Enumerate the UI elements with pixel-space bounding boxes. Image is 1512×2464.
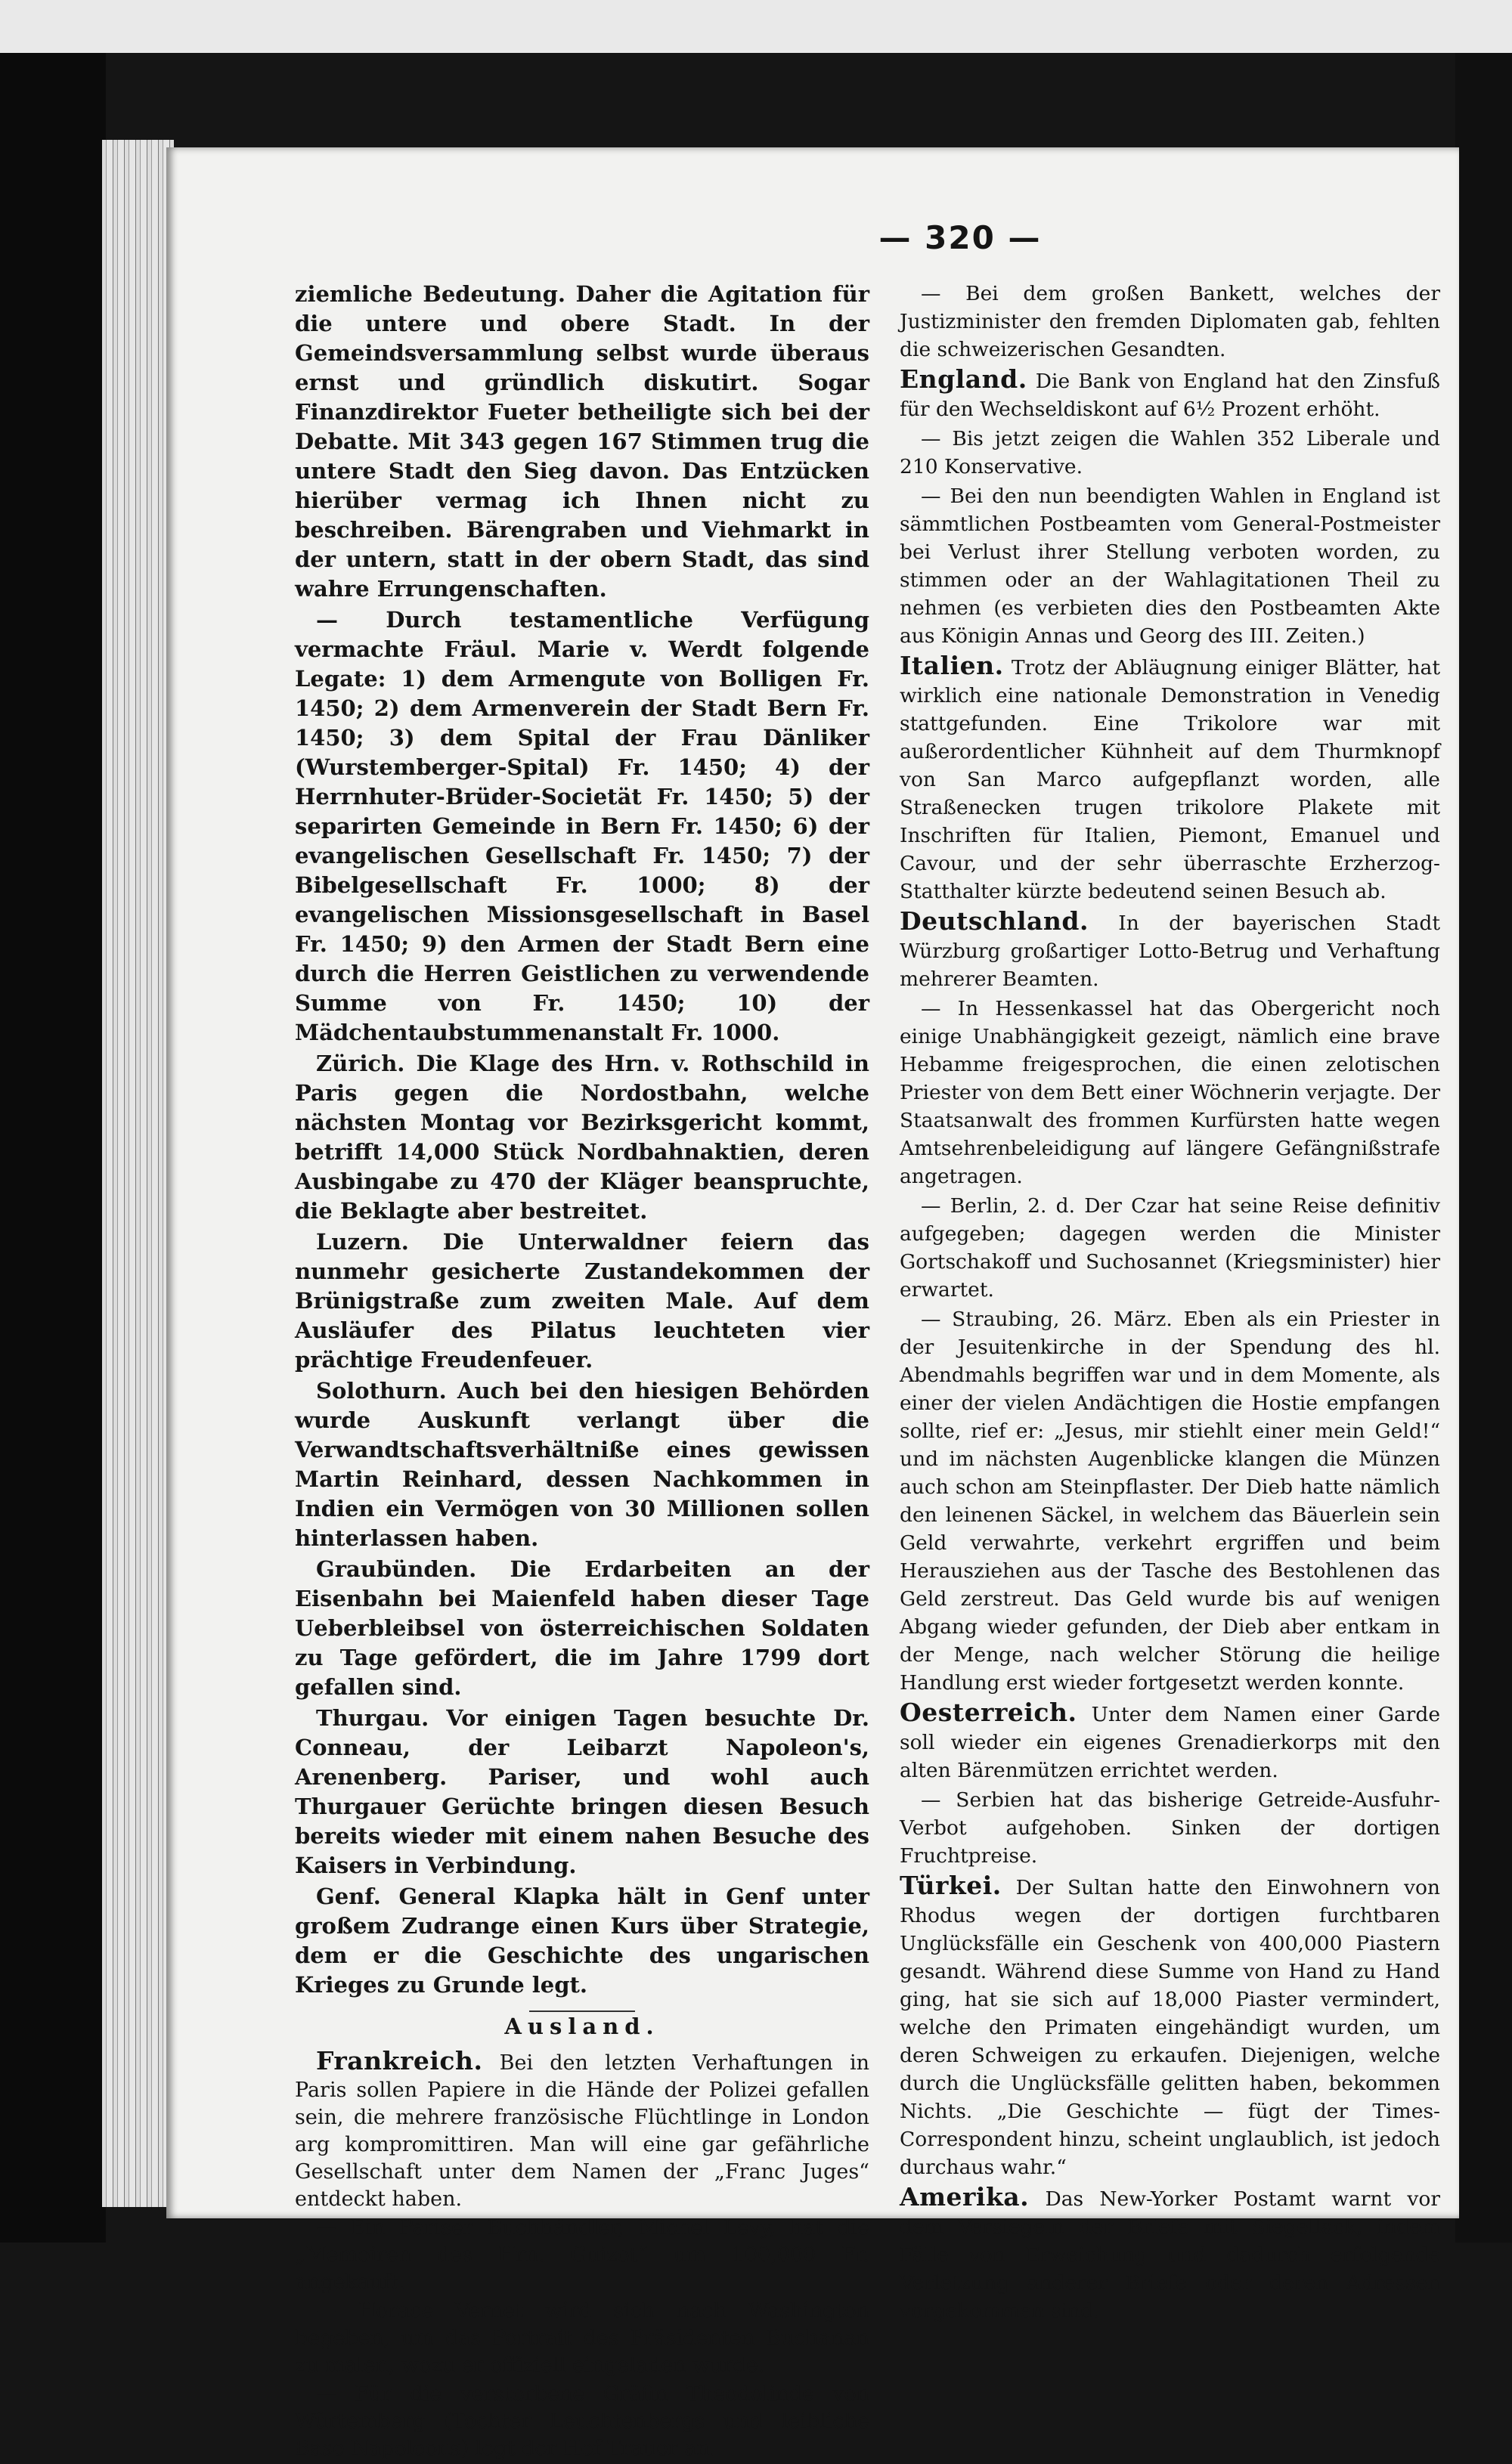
right-column [900, 280, 1440, 2326]
section-title-ausland: Ausland. [295, 2011, 869, 2041]
scan-top-margin [0, 0, 1512, 53]
article-legacies: — Durch testamentliche Verfügung vermachte Fräul. Marie v. Werdt folgende Legate: 1) dem Armengute von Bolligen Fr. 1450; 2) dem Armenverein der Stadt Bern Fr. 1450; 3) dem Spital der Frau Dänliker (Wurstemberger-Spital) Fr. 1450; 4) der Herrnhuter-Brüder-Societät Fr. 1450; 5) der separirten Gemeinde in Bern Fr. 1450; 6) der evangelischen Gesellschaft Fr. 1450; 7) der Bibelgesellschaft Fr. 1000; 8) der evangelischen Missionsgesellschaft in Basel Fr. 1450; 9) den Armen der Stadt Bern eine durch die Herren Geistlichen zu verwendende Summe von Fr. 1450; 10) der Mädchentaubstummenanstalt Fr. 1000. [295, 607, 869, 1045]
article-genf: Genf. General Klapka hält in Genf unter großem Zudrange einen Kurs über Strategie, dem er die Geschichte des ungarischen Krieges zu Grunde legt. [295, 1884, 869, 1998]
article-graubuenden: Graubünden. Die Erdarbeiten an der Eisenbahn bei Maienfeld haben dieser Tage Ueberbleibsel von österreichischen Soldaten zu Tage gefördert, die im Jahre 1799 dort gefallen sind. [295, 1556, 869, 1700]
article-bern-vote: ziemliche Bedeutung. Daher die Agitation für die untere und obere Stadt. In der Gemeindsversammlung selbst wurde überaus ernst und gründlich diskutirt. Sogar Finanzdirektor Fueter betheiligte sich bei der Debatte. Mit 343 gegen 167 Stimmen trug die untere Stadt den Sieg davon. Das Entzücken hierüber vermag ich Ihnen nicht zu beschreiben. Bärengraben und Viehmarkt in der untern, statt in der obern Stadt, das sind wahre Errungenschaften. [295, 281, 869, 602]
scan-right-border [1455, 53, 1512, 2243]
article-solothurn: Solothurn. Auch bei den hiesigen Behörden wurde Auskunft verlangt über die Verwandtschaftsverhältniße eines gewissen Martin Reinhard, dessen Nachkommen in Indien ein Vermögen von 30 Millionen sollen hinterlassen haben. [295, 1378, 869, 1551]
article-straubing: — Straubing, 26. März. Eben als ein Priester in der Jesuitenkirche in der Spendung des hl. Abendmahls begriffen war und in dem Momente, als einer der vielen Andächtigen die Hostie empfangen sollte, rief er: „Jesus, mir stiehlt einer mein Geld!“ und im nächsten Augenblicke klangen die Münzen auch schon am Steinpflaster. Der Dieb hatte nämlich den leinenen Säckel, in welchem das Bäuerlein sein Geld verwahrte, verkehrt ergriffen und beim Herausziehen aus der Tasche des Bestohlenen das Geld zerstreut. Das Geld wurde bis auf wenigen Abgang wieder gefunden, der Dieb aber entkam in der Menge, nach welcher Störung die heilige Handlung erst wieder fortgesetzt werden konnte. [900, 1308, 1440, 1695]
underlying-page-edges [102, 140, 174, 2207]
article-frankreich: Frankreich. Bei den letzten Verhaftungen in Paris sollen Papiere in die Hände der Polizei gefallen sein, die mehrere französische Flüchtlinge in London arg kompromittiren. Man will eine gar gefährliche Gesellschaft unter dem Namen der „Franc Juges“ entdeckt haben. [295, 2046, 869, 2211]
article-oesterreich: Oesterreich. Unter dem Namen einer Garde soll wieder ein eigenes Grenadierkorps mit den alten Bärenmützen errichtet werden. [900, 1698, 1440, 1782]
heading-england: England. [900, 364, 1027, 394]
article-deutschland: Deutschland. In der bayerischen Stadt Würzburg großartiger Lotto-Betrug und Verhaftung mehrerer Beamten. [900, 906, 1440, 991]
article-luzern: Luzern. Die Unterwaldner feiern das nunmehr gesicherte Zustandekommen der Brünigstraße zum zweiten Male. Auf dem Ausläufer des Pilatus leuchteten vier prächtige Freudenfeuer. [295, 1229, 869, 1373]
heading-italien: Italien. [900, 651, 1004, 680]
article-england: England. Die Bank von England hat den Zinsfuß für den Wechseldiskont auf 6½ Prozent erhöht. [900, 364, 1440, 421]
left-column [295, 280, 869, 2464]
heading-tuerkei: Türkei. [900, 1871, 1002, 1900]
article-tuerkei: Türkei. Der Sultan hatte den Einwohnern von Rhodus wegen der dortigen furchtbaren Unglücksfälle ein Geschenk von 400,000 Piastern gesandt. Während diese Summe von Hand zu Hand ging, hat sie sich auf 18,000 Piaster vermindert, welche den Primaten eingehändigt wurden, um deren Schweigen zu erkaufen. Diejenigen, welche durch die Unglücksfälle gelitten haben, bekommen Nichts. „Die Geschichte — fügt der Times-Correspondent hinzu, scheint unglaublich, ist jedoch durchaus wahr.“ [900, 1871, 1440, 2179]
heading-amerika: Amerika. [900, 2182, 1030, 2212]
newspaper-page [166, 147, 1459, 2460]
section-rule [529, 2011, 635, 2012]
article-thurgau: Thurgau. Vor einigen Tagen besuchte Dr. Conneau, der Leibarzt Napoleon's, Arenenberg. Pariser, und wohl auch Thurgauer Gerüchte bringen diesen Besuch bereits wieder mit einem nahen Besuche des Kaisers in Verbindung. [295, 1705, 869, 1878]
article-bankett: — Bei dem großen Bankett, welches der Justizminister den fremden Diplomaten gab, fehlten die schweizerischen Gesandten. [900, 282, 1440, 361]
article-italien: Italien. Trotz der Abläugnung einiger Blätter, hat wirklich eine nationale Demonstration in Venedig stattgefunden. Eine Trikolore war mit außerordentlicher Kühnheit auf dem Thurmknopf von San Marco aufgepflanzt worden, alle Straßenecken trugen trikolore Plakete mit Inschriften für Italien, Piemont, Emanuel und Cavour, und der sehr überraschte Erzherzog-Statthalter kürzte bedeutend seinen Besuch ab. [900, 651, 1440, 903]
heading-deutschland: Deutschland. [900, 906, 1089, 936]
article-graefin-theodolinde: — Für die verstorbene Gräfin Theodolinde von Würtemberg (Tochter Leuchtenbergs und leibliche Base Napoleons) legt der Hof Trauer an. [295, 2382, 869, 2460]
book-spine [0, 53, 106, 2243]
article-hessenkassel: — In Hessenkassel hat das Obergericht noch einige Unabhängigkeit gezeigt, nämlich eine brave Hebamme freigesprochen, die einen zelotischen Priester von dem Bett einer Wöchnerin verjagte. Der Staatsanwalt des frommen Kurfürsten hatte wegen Amtsehrenbeleidigung auf längere Gefängnißstrafe angetragen. [900, 997, 1440, 1188]
article-pariser-buchhaendler: — Ein Pariser Buchhändler, Michel Levy, hat die „Memoiren des Hrn. Guizot“ um 100,000 Fr. angekauft. [295, 2216, 869, 2294]
article-serbien: — Serbien hat das bisherige Getreide-Ausfuhr-Verbot aufgehoben. Sinken der dortigen Fruchtpreise. [900, 1788, 1440, 1868]
article-postbeamte: — Bei den nun beendigten Wahlen in England ist sämmtlichen Postbeamten vom General-Postmeister bei Verlust ihrer Stellung verboten worden, zu stimmen oder an der Wahlagitationen Theil zu nehmen (es verbieten dies den Postbeamten Akte aus Königin Annas und Georg des III. Zeiten.) [900, 484, 1440, 648]
article-horace-vernet: — Horace Vernet wird sich nach Washington begeben, um das Portrait des Präsidenten Buchanan zu malen, wozu er offiziell eingeladen wurde. [295, 2299, 869, 2377]
article-amerika: Amerika. Das New-Yorker Postamt warnt vor dem Versiegeln der Briefe mit Siegellack, indem Fälle von Erweichung und dadurch erfolgende Verletzung anderer Briefe oder deren Adressen vorgekommen sind. [900, 2182, 1440, 2323]
article-berlin: — Berlin, 2. d. Der Czar hat seine Reise definitiv aufgegeben; dagegen werden die Minister Gortschakoff und Suchosannet (Kriegsminister) hier erwartet. [900, 1194, 1440, 1302]
heading-frankreich: Frankreich. [316, 2046, 483, 2076]
heading-oesterreich: Oesterreich. [900, 1698, 1077, 1727]
page-number: — 320 — [878, 219, 1042, 256]
article-zuerich: Zürich. Die Klage des Hrn. v. Rothschild in Paris gegen die Nordostbahn, welche nächsten Montag vor Bezirksgericht kommt, betrifft 14,000 Stück Nordbahnaktien, deren Ausbingabe zu 470 der Kläger beanspruchte, die Beklagte aber bestreitet. [295, 1051, 869, 1224]
article-wahlen: — Bis jetzt zeigen die Wahlen 352 Liberale und 210 Konservative. [900, 427, 1440, 478]
